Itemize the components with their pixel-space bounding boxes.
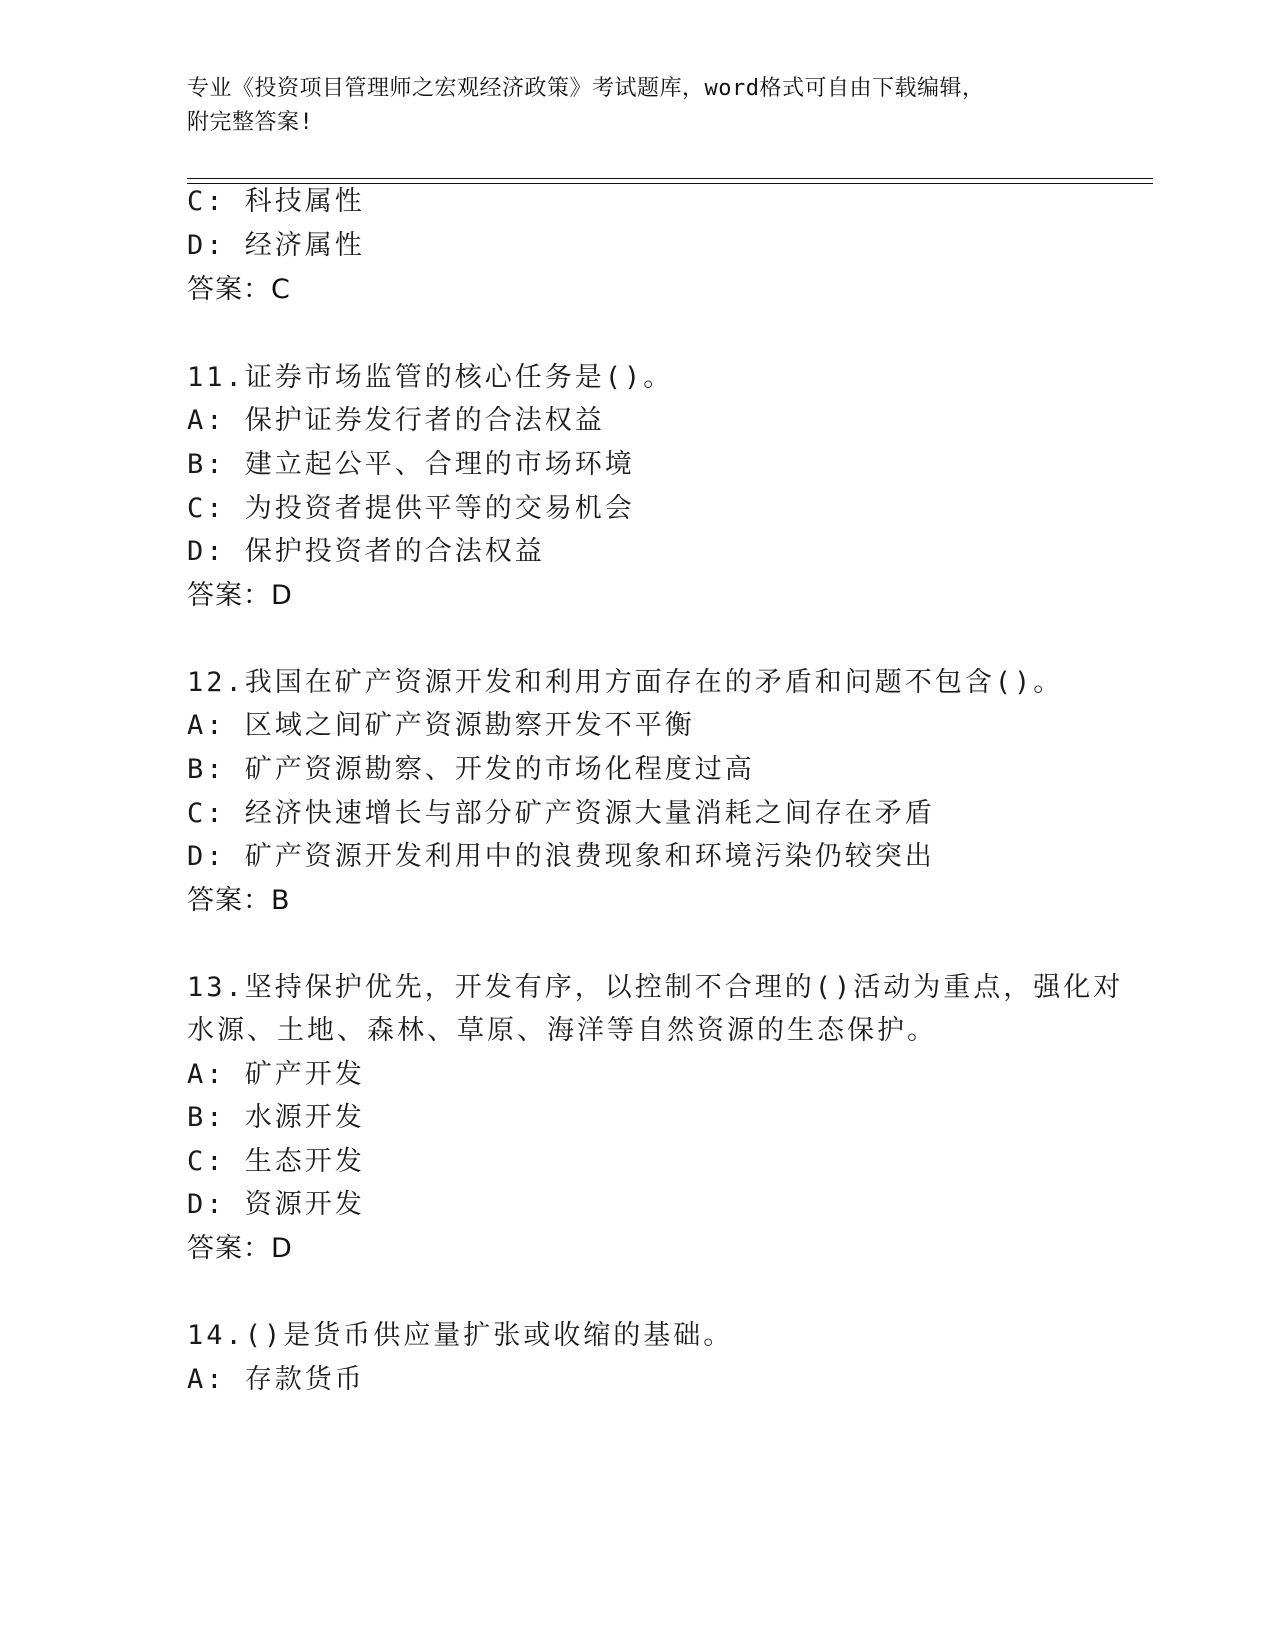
q13-option-d: D: 资源开发 <box>187 1189 365 1220</box>
q13-answer: 答案：D <box>187 1233 293 1264</box>
prev-answer: 答案：C <box>187 274 291 305</box>
q13-option-a: A: 矿产开发 <box>187 1059 365 1090</box>
header-line-1: 专业《投资项目管理师之宏观经济政策》考试题库，word格式可自由下载编辑， <box>187 76 985 101</box>
q11-option-a: A: 保护证券发行者的合法权益 <box>187 405 605 436</box>
q11-stem: 11.证券市场监管的核心任务是()。 <box>187 362 674 393</box>
q13-stem-line-1: 13.坚持保护优先，开发有序，以控制不合理的()活动为重点，强化对 <box>187 972 1124 1003</box>
q12-option-d: D: 矿产资源开发利用中的浪费现象和环境污染仍较突出 <box>187 841 935 872</box>
q13-stem-line-2: 水源、土地、森林、草原、海洋等自然资源的生态保护。 <box>187 1015 937 1046</box>
q11-answer: 答案：D <box>187 580 293 611</box>
q11-option-d: D: 保护投资者的合法权益 <box>187 536 545 567</box>
prev-option-c: C: 科技属性 <box>187 186 365 217</box>
q14-stem: 14.()是货币供应量扩张或收缩的基础。 <box>187 1320 734 1351</box>
q14-option-a: A: 存款货币 <box>187 1364 365 1395</box>
q12-option-b: B: 矿产资源勘察、开发的市场化程度过高 <box>187 754 755 785</box>
header-line-2: 附完整答案! <box>187 110 314 135</box>
header-divider-top <box>187 178 1153 179</box>
document-header <box>187 72 1087 140</box>
q12-option-a: A: 区域之间矿产资源勘察开发不平衡 <box>187 710 695 741</box>
q12-answer: 答案：B <box>187 885 291 916</box>
q13-option-b: B: 水源开发 <box>187 1102 365 1133</box>
prev-option-d: D: 经济属性 <box>187 230 365 261</box>
q12-stem: 12.我国在矿产资源开发和利用方面存在的矛盾和问题不包含()。 <box>187 667 1064 698</box>
q13-option-c: C: 生态开发 <box>187 1146 365 1177</box>
q11-option-c: C: 为投资者提供平等的交易机会 <box>187 493 635 524</box>
q11-option-b: B: 建立起公平、合理的市场环境 <box>187 449 635 480</box>
q12-option-c: C: 经济快速增长与部分矿产资源大量消耗之间存在矛盾 <box>187 798 935 829</box>
